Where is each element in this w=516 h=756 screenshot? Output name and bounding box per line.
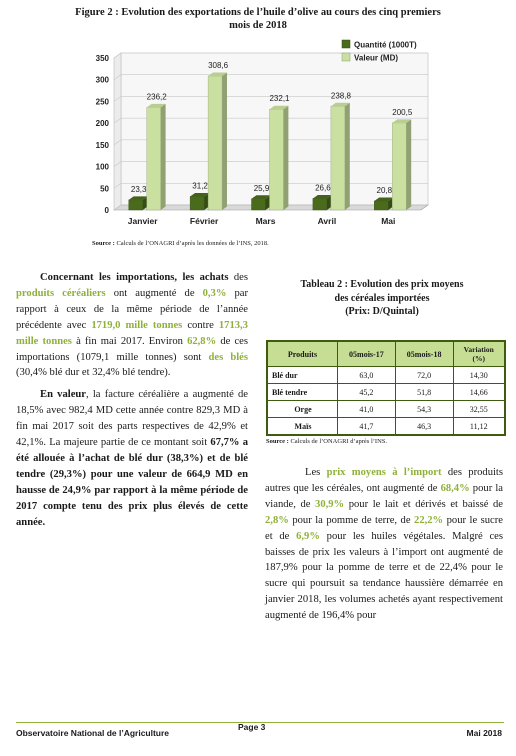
table-title-line2: des céréales importées <box>334 292 430 304</box>
y-tick-label: 0 <box>104 206 109 215</box>
table-cell: 46,3 <box>395 418 453 435</box>
bar-quantite <box>313 198 327 210</box>
y-tick-label: 150 <box>95 140 109 150</box>
paragraph-prix-import <box>265 465 503 624</box>
table-source-text: Calculs de l’ONAGRI d’après l’INS. <box>288 438 388 445</box>
data-label: 20,8 <box>376 185 393 195</box>
text-run: des produits autres que les céréales, ont augmenté de <box>265 467 503 494</box>
y-tick-label: 250 <box>95 97 109 107</box>
table-row <box>268 367 505 384</box>
table-row <box>268 418 505 435</box>
col-header-variation-label: Variation <box>463 345 494 354</box>
text-run: 1713,3 mille tonnes <box>16 319 248 347</box>
y-tick-label: 350 <box>95 54 109 63</box>
bar-valeur <box>270 109 284 210</box>
figure-source <box>92 240 269 247</box>
text-run: 68,4% <box>440 482 470 494</box>
y-tick-label: 100 <box>95 162 109 172</box>
bar-side <box>345 103 350 210</box>
table-title <box>262 278 502 319</box>
footer-date: Mai 2018 <box>466 728 502 738</box>
data-label: 236,2 <box>146 92 167 102</box>
text-run: par rapport à ceux de la même période de l’année précédente avec <box>16 287 248 331</box>
table-title-line1: Tableau 2 : Evolution des prix moyens <box>300 279 464 290</box>
bar-valeur <box>331 106 345 210</box>
table-cell: 41,0 <box>338 401 396 418</box>
text-run: contre <box>182 319 219 331</box>
y-tick-label: 300 <box>95 75 109 85</box>
text-run: 22,2% <box>414 514 444 526</box>
text-run: , la facture céréalière a augmenté de 18,5% avec 982,4 MD cette année contre 829,3 MD à fin mai 2017 soit des parts respectives de 42,9% et 42,1%. La majeure partie de ce montant soit <box>16 389 248 449</box>
table-row <box>268 384 505 401</box>
x-category-label: Février <box>189 216 219 226</box>
bar-side <box>406 119 411 210</box>
footer-organization: Observatoire National de l’Agriculture <box>16 728 170 738</box>
price-table-wrapper <box>266 340 506 436</box>
table-cell: 14,30 <box>453 367 505 384</box>
table-row <box>268 401 505 418</box>
text-run: de ces importations (1079,1 mille tonnes) sont <box>16 335 248 363</box>
text-run: 2,8% <box>265 514 289 526</box>
table-cell: 72,0 <box>395 367 453 384</box>
figure-title-line1: Figure 2 : Evolution des exportations de l’huile d’olive au cours des cinq premiers <box>75 7 441 18</box>
table-cell: Orge <box>268 401 338 418</box>
data-label: 238,8 <box>330 91 351 101</box>
x-category-label: Janvier <box>127 216 158 226</box>
col-header-produits: Produits <box>268 342 338 367</box>
text-run: à fin mai 2017. Environ <box>71 335 188 347</box>
x-category-label: Mai <box>381 216 396 226</box>
table-source-label: Source : <box>266 438 289 445</box>
bar-quantite <box>252 199 266 210</box>
bar-valeur <box>392 123 406 210</box>
legend-swatch <box>342 40 350 48</box>
table-cell: 32,55 <box>453 401 505 418</box>
text-run: 67,7% a été allouée à l’achat de blé dur (38,3%) et de blé tendre (29,3%) pour une valeur de 664,9 MD en hausse de 24,9% par rapport à la même période de 2017 compte tenu des prix plus élevés de cette année. <box>16 437 249 528</box>
table-cell: 45,2 <box>338 384 396 401</box>
text-run: pour le lait et dérivés et baissé de <box>344 498 503 510</box>
data-label: 31,2 <box>192 181 208 191</box>
data-label: 25,9 <box>253 183 270 193</box>
bar-side <box>284 106 289 210</box>
page-number: Page 3 <box>238 722 266 732</box>
col-header-variation <box>453 342 505 367</box>
bar-quantite <box>190 196 204 210</box>
data-label: 200,5 <box>392 107 413 117</box>
price-table <box>267 341 505 435</box>
legend-label: Valeur (MD) <box>354 53 399 63</box>
x-category-label: Mars <box>255 216 276 226</box>
bar-valeur <box>147 107 161 210</box>
text-run: Concernant les importations, les achats <box>40 272 229 283</box>
legend-swatch <box>342 53 350 61</box>
text-run: 62,8% <box>187 335 217 347</box>
paragraph-valeur <box>16 387 248 530</box>
left-column-text <box>16 270 248 537</box>
table-title-line3: (Prix: D/Quintal) <box>345 306 419 317</box>
table-cell: 41,7 <box>338 418 396 435</box>
text-run: En valeur <box>40 389 86 401</box>
figure-source-text: Calculs de l’ONAGRI d’après les données de l’INS, 2018. <box>114 240 269 247</box>
text-run: prix moyens à l’import <box>326 467 442 478</box>
bar-quantite <box>374 201 388 210</box>
y-tick-label: 50 <box>100 184 109 194</box>
table-source <box>266 438 387 445</box>
bar-valeur <box>208 76 222 210</box>
table-cell: Blé dur <box>268 367 338 384</box>
table-cell: 51,8 <box>395 384 453 401</box>
text-run: des <box>228 272 248 283</box>
paragraph-importations <box>16 270 248 381</box>
text-run: pour les huiles végétales. Malgré ces baisses de prix les valeurs à l’import ont augmenté de 187,9% pour la pomme de terre et de 22,4% pour le sucre qui poursuit sa tendance haussière démarrée en janvier 2018, les volumes achetés ayant respectivement augmenté de 196,4% pour <box>265 530 503 622</box>
table-cell: 63,0 <box>338 367 396 384</box>
data-label: 26,6 <box>315 183 331 193</box>
table-cell: Blé tendre <box>268 384 338 401</box>
figure-title <box>20 6 496 32</box>
figure-source-label: Source : <box>92 240 115 247</box>
data-label: 232,1 <box>269 94 290 104</box>
table-cell: Maïs <box>268 418 338 435</box>
text-run: 6,9% <box>296 530 320 542</box>
text-run: 30,9% <box>315 498 345 510</box>
bar-side <box>161 104 166 210</box>
col-header-2017: 05mois-17 <box>338 342 396 367</box>
text-run: produits céréaliers <box>16 287 106 299</box>
col-header-variation-unit: (%) <box>472 354 485 363</box>
chart-side-wall <box>114 53 121 210</box>
export-bar-chart <box>78 38 438 238</box>
text-run: Les <box>305 467 327 478</box>
bar-quantite <box>129 200 143 210</box>
table-cell: 14,66 <box>453 384 505 401</box>
text-run: pour la pomme de terre, de <box>288 514 415 526</box>
data-label: 308,6 <box>208 60 229 70</box>
y-tick-label: 200 <box>95 119 109 129</box>
right-column-text <box>265 465 503 624</box>
bar-side <box>222 72 227 210</box>
legend-label: Quantité (1000T) <box>354 40 417 50</box>
figure-title-line2: mois de 2018 <box>229 20 287 31</box>
text-run: ont augmenté de <box>105 287 203 299</box>
text-run: pour le sucre et de <box>265 514 503 542</box>
x-category-label: Avril <box>317 216 337 226</box>
text-run: 1719,0 mille tonnes <box>91 319 183 331</box>
text-run: (30,4% blé dur et 32,4% blé tendre). <box>16 367 171 379</box>
text-run: des blés <box>208 351 248 363</box>
text-run: pour la viande, de <box>265 482 503 510</box>
text-run: 0,3% <box>202 287 227 299</box>
table-cell: 54,3 <box>395 401 453 418</box>
col-header-2018: 05mois-18 <box>395 342 453 367</box>
data-label: 23,3 <box>130 184 147 194</box>
table-cell: 11,12 <box>453 418 505 435</box>
